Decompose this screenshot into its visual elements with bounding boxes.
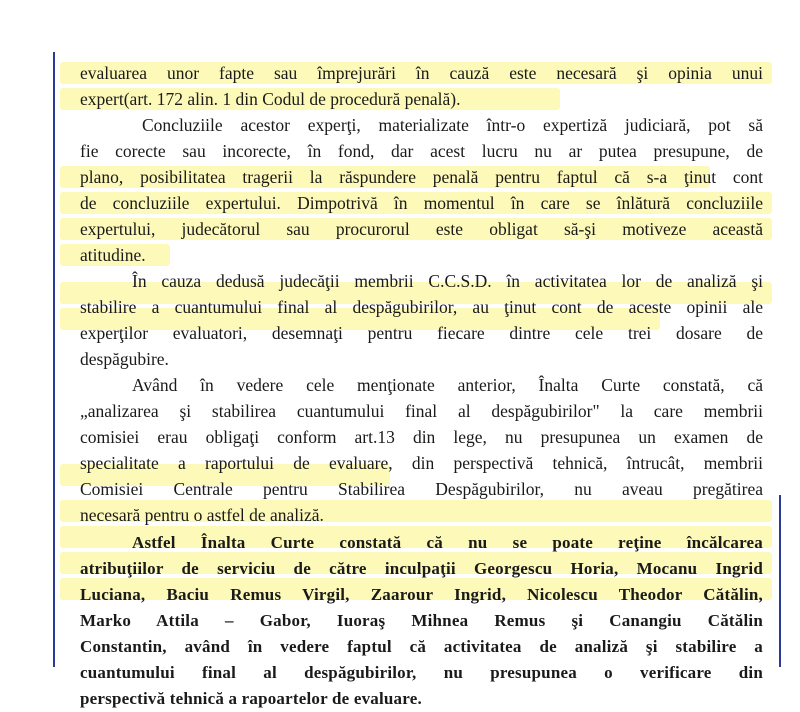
text-line: experţilor evaluatori, desemnaţi pentru fiecare dintre cele trei dosare de (80, 323, 763, 343)
text-line: expert(art. 172 alin. 1 din Codul de procedură penală). (80, 89, 461, 109)
text-line: despăgubire. (80, 349, 169, 369)
text-line: necesară pentru o astfel de analiză. (80, 505, 324, 525)
bold-text-line: cuantumului final al despăgubirilor, nu presupunea o verificare din (80, 663, 763, 682)
bold-text-line: Luciana, Baciu Remus Virgil, Zaarour Ingrid, Nicolescu Theodor Cătălin, (80, 585, 763, 604)
bold-text-line: Astfel Înalta Curte constată că nu se poate reţine încălcarea (132, 533, 763, 552)
text-line: atitudine. (80, 245, 146, 265)
bold-text-line: perspectivă tehnică a rapoartelor de evaluare. (80, 689, 422, 708)
text-line: specialitate a raportului de evaluare, din perspectivă tehnică, întrucât, membrii (80, 453, 763, 473)
text-line: plano, posibilitatea tragerii la răspundere penală pentru faptul că s-a ţinut cont (80, 167, 763, 187)
text-line: de concluziile expertului. Dimpotrivă în momentul în care se înlătură concluziile (80, 193, 763, 213)
left-margin-line (53, 52, 55, 667)
bold-text-line: Constantin, având în vedere faptul că activitatea de analiză şi stabilire a (80, 637, 763, 656)
text-line: stabilire a cuantumului final al despăgubirilor, au ţinut cont de aceste opinii ale (80, 297, 763, 317)
text-line: Având în vedere cele menţionate anterior, Înalta Curte constată, că (132, 375, 763, 395)
text-line: expertului, judecătorul sau procurorul este obligat să-şi motiveze această (80, 219, 763, 239)
bold-text-line: Marko Attila – Gabor, Iuoraş Mihnea Remus şi Canangiu Cătălin (80, 611, 763, 630)
text-line: În cauza dedusă judecăţii membrii C.C.S.D. în activitatea lor de analiză şi (132, 271, 763, 291)
text-line: Concluziile acestor experţi, materializate într-o expertiză judiciară, pot să (142, 115, 763, 135)
text-line: comisiei erau obligaţi conform art.13 din lege, nu presupunea un examen de (80, 427, 763, 447)
text-line: fie corecte sau incorecte, în fond, dar acest lucru nu ar putea presupune, de (80, 141, 763, 161)
text-line: evaluarea unor fapte sau împrejurări în cauză este necesară şi opinia unui (80, 63, 763, 83)
text-line: „analizarea şi stabilirea cuantumului final al despăgubirilor" la care membrii (80, 401, 763, 421)
bold-text-line: atribuţiilor de serviciu de către inculpaţii Georgescu Horia, Mocanu Ingrid (80, 559, 763, 578)
text-line: Comisiei Centrale pentru Stabilirea Despăgubirilor, nu aveau pregătirea (80, 479, 763, 499)
right-margin-line (779, 495, 781, 667)
